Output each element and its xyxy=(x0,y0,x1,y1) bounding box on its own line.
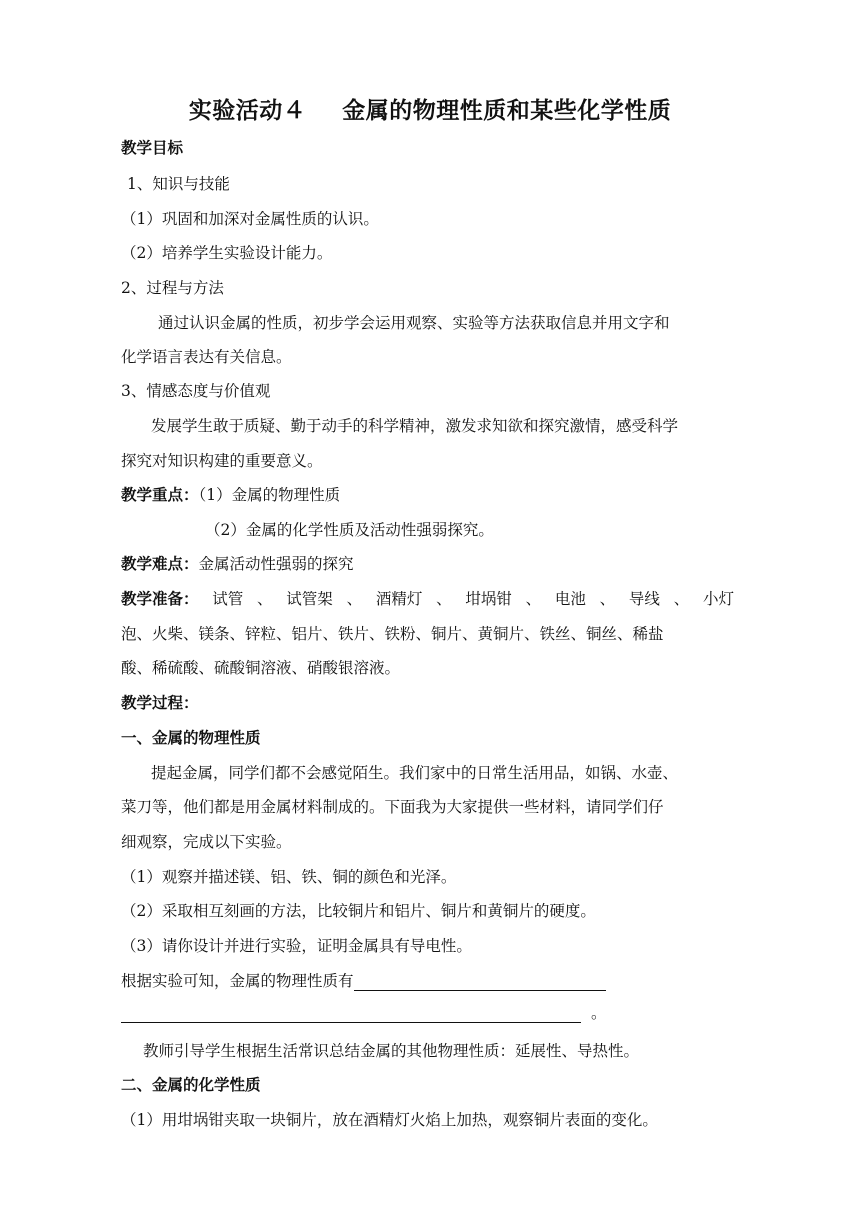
document-title xyxy=(0,92,860,125)
section-1-heading: 一、金属的物理性质 xyxy=(121,729,261,747)
process-method-paragraph-line-1: 通过认识金属的性质，初步学会运用观察、实验等方法获取信息并用文字和 xyxy=(158,314,670,332)
section-1-paragraph-line-3: 细观察，完成以下实验。 xyxy=(121,833,292,851)
fill-in-blank xyxy=(121,1003,581,1023)
section-1-step-2: （2）采取相互刻画的方法，比较铜片和铝片、铜片和黄铜片的硬度。 xyxy=(121,902,596,920)
fill-in-blank xyxy=(354,971,606,991)
key-points-label: 教学重点： xyxy=(121,486,199,504)
title-topic: 金属的物理性质和某些化学性质 xyxy=(342,98,672,124)
emotion-heading: 3、情感态度与价值观 xyxy=(121,382,271,400)
teacher-note: 教师引导学生根据生活常识总结金属的其他物理性质：延展性、导热性。 xyxy=(143,1042,640,1060)
section-1-step-3: （3）请你设计并进行实验，证明金属具有导电性。 xyxy=(121,937,472,955)
prep-separator: 、 xyxy=(436,590,452,608)
prep-line-2: 泡、火柴、镁条、锌粒、铝片、铁片、铁粉、铜片、黄铜片、铁丝、铜丝、稀盐 xyxy=(121,625,664,643)
prep-separator: 、 xyxy=(257,590,273,608)
prep-line-3: 酸、稀硫酸、硫酸铜溶液、硝酸银溶液。 xyxy=(121,659,401,677)
knowledge-heading: 1、知识与技能 xyxy=(127,175,230,193)
prep-item: 试管架 xyxy=(286,590,333,608)
section-1-step-1: （1）观察并描述镁、铝、铁、铜的颜色和光泽。 xyxy=(121,868,457,886)
process-method-paragraph-line-2: 化学语言表达有关信息。 xyxy=(121,348,292,366)
section-2-heading: 二、金属的化学性质 xyxy=(121,1076,261,1094)
prep-separator: 、 xyxy=(599,590,616,608)
prep-label: 教学准备： xyxy=(121,590,199,608)
conclusion-continuation xyxy=(121,1003,607,1023)
emotion-paragraph-line-2: 探究对知识构建的重要意义。 xyxy=(121,452,323,470)
emotion-paragraph-line-1: 发展学生敢于质疑、勤于动手的科学精神，激发求知欲和探究激情，感受科学 xyxy=(151,417,679,435)
section-1-paragraph-line-2: 菜刀等，他们都是用金属材料制成的。下面我为大家提供一些材料，请同学们仔 xyxy=(121,798,664,816)
key-point-2: （2）金属的化学性质及活动性强弱探究。 xyxy=(205,521,494,539)
conclusion-text: 根据实验可知，金属的物理性质有 xyxy=(121,972,354,990)
section-2-step-1: （1）用坩埚钳夹取一块铜片，放在酒精灯火焰上加热，观察铜片表面的变化。 xyxy=(121,1111,658,1129)
prep-item: 导线 xyxy=(628,590,660,608)
title-activity-number: 实验活动４ xyxy=(188,98,307,124)
knowledge-item-1: （1）巩固和加深对金属性质的认识。 xyxy=(121,210,379,228)
prep-line-1 xyxy=(121,589,734,609)
key-points xyxy=(121,485,340,505)
conclusion-line xyxy=(121,971,606,991)
key-point-1: （1）金属的物理性质 xyxy=(198,486,341,504)
prep-separator: 、 xyxy=(673,590,690,608)
section-1-paragraph-line-1: 提起金属，同学们都不会感觉陌生。我们家中的日常生活用品，如锅、水壶、 xyxy=(151,764,679,782)
prep-item: 电池 xyxy=(554,590,586,608)
difficulty xyxy=(121,554,354,574)
prep-separator: 、 xyxy=(525,590,542,608)
prep-separator: 、 xyxy=(346,590,363,608)
goals-heading: 教学目标 xyxy=(121,139,184,157)
difficulty-label: 教学难点： xyxy=(121,555,199,573)
prep-item: 坩埚钳 xyxy=(465,590,512,608)
process-method-heading: 2、过程与方法 xyxy=(121,279,224,297)
difficulty-text: 金属活动性强弱的探究 xyxy=(198,555,354,573)
prep-item: 试管 xyxy=(212,590,244,608)
prep-item: 小灯 xyxy=(702,590,734,608)
conclusion-period: 。 xyxy=(591,1004,607,1022)
prep-item: 酒精灯 xyxy=(375,590,423,608)
knowledge-item-2: （2）培养学生实验设计能力。 xyxy=(121,244,333,262)
teaching-process-heading: 教学过程： xyxy=(121,694,199,712)
